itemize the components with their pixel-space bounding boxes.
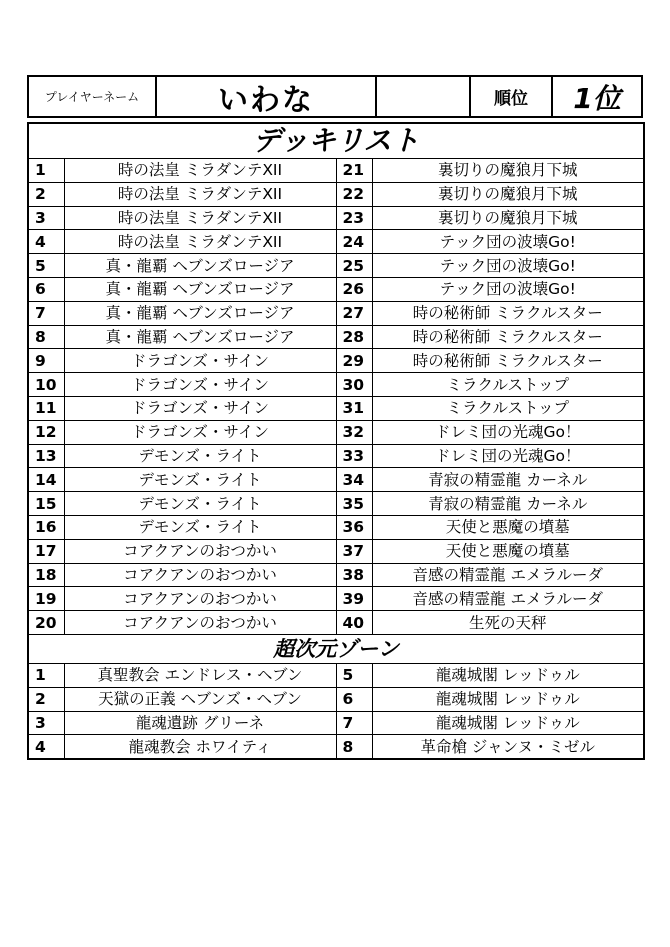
card-number: 2 [28, 687, 64, 711]
card-name: 革命槍 ジャンヌ・ミゼル [372, 735, 644, 759]
card-number: 32 [336, 420, 372, 444]
card-number: 8 [28, 325, 64, 349]
card-number: 16 [28, 515, 64, 539]
deck-row [28, 301, 644, 325]
card-number: 6 [28, 277, 64, 301]
card-name: 天使と悪魔の墳墓 [372, 515, 644, 539]
card-name: 龍魂城閣 レッドゥル [372, 687, 644, 711]
card-number: 18 [28, 563, 64, 587]
card-name: ドラゴンズ・サイン [64, 349, 336, 373]
card-number: 7 [28, 301, 64, 325]
card-number: 4 [28, 230, 64, 254]
card-name: ドラゴンズ・サイン [64, 420, 336, 444]
card-number: 26 [336, 277, 372, 301]
card-number: 11 [28, 396, 64, 420]
deck-row [28, 515, 644, 539]
card-number: 34 [336, 468, 372, 492]
card-name: 時の秘術師 ミラクルスター [372, 301, 644, 325]
card-name: テック団の波壊Go! [372, 277, 644, 301]
card-name: 時の秘術師 ミラクルスター [372, 325, 644, 349]
deck-row [28, 444, 644, 468]
player-name-value: いわな [157, 75, 377, 118]
card-name: 真聖教会 エンドレス・ヘブン [64, 663, 336, 687]
card-name: 時の法皇 ミラダンテXII [64, 182, 336, 206]
card-name: 龍魂城閣 レッドゥル [372, 663, 644, 687]
deck-row [28, 396, 644, 420]
card-name: デモンズ・ライト [64, 515, 336, 539]
card-name: 時の秘術師 ミラクルスター [372, 349, 644, 373]
card-number: 14 [28, 468, 64, 492]
card-number: 20 [28, 611, 64, 635]
card-name: 時の法皇 ミラダンテXII [64, 230, 336, 254]
card-number: 21 [336, 159, 372, 183]
card-number: 37 [336, 539, 372, 563]
card-number: 4 [28, 735, 64, 759]
deck-row [28, 230, 644, 254]
card-name: 生死の天秤 [372, 611, 644, 635]
card-name: コアクアンのおつかい [64, 611, 336, 635]
card-number: 13 [28, 444, 64, 468]
card-number: 5 [336, 663, 372, 687]
card-number: 27 [336, 301, 372, 325]
card-number: 35 [336, 492, 372, 516]
deck-row [28, 587, 644, 611]
header-spacer [377, 75, 469, 118]
card-name: ドレミ団の光魂Go！ [372, 444, 644, 468]
card-name: 龍魂遺跡 グリーネ [64, 711, 336, 735]
card-name: 龍魂城閣 レッドゥル [372, 711, 644, 735]
rank-label: 順位 [469, 75, 553, 118]
deck-row [28, 611, 644, 635]
hyperspatial-row [28, 687, 644, 711]
card-number: 40 [336, 611, 372, 635]
card-number: 2 [28, 182, 64, 206]
hyperspatial-zone-title: 超次元ゾーン [28, 634, 644, 663]
card-name: 青寂の精霊龍 カーネル [372, 492, 644, 516]
card-name: ミラクルストップ [372, 396, 644, 420]
card-name: 天獄の正義 ヘブンズ・ヘブン [64, 687, 336, 711]
deck-list-title: デッキリスト [28, 123, 644, 159]
card-number: 33 [336, 444, 372, 468]
card-number: 19 [28, 587, 64, 611]
deck-row [28, 325, 644, 349]
card-number: 8 [336, 735, 372, 759]
card-number: 23 [336, 206, 372, 230]
card-number: 30 [336, 373, 372, 397]
card-number: 1 [28, 663, 64, 687]
card-name: 時の法皇 ミラダンテXII [64, 206, 336, 230]
card-name: 真・龍覇 ヘブンズロージア [64, 301, 336, 325]
card-name: 天使と悪魔の墳墓 [372, 539, 644, 563]
card-number: 3 [28, 711, 64, 735]
deck-row [28, 539, 644, 563]
card-number: 24 [336, 230, 372, 254]
card-number: 5 [28, 254, 64, 278]
card-number: 31 [336, 396, 372, 420]
card-name: 真・龍覇 ヘブンズロージア [64, 254, 336, 278]
deck-row [28, 254, 644, 278]
deck-row [28, 492, 644, 516]
deck-row [28, 277, 644, 301]
card-name: 裏切りの魔狼月下城 [372, 206, 644, 230]
deck-row [28, 159, 644, 183]
card-name: テック団の波壊Go! [372, 230, 644, 254]
card-name: テック団の波壊Go! [372, 254, 644, 278]
card-number: 39 [336, 587, 372, 611]
card-name: デモンズ・ライト [64, 468, 336, 492]
card-name: 龍魂教会 ホワイティ [64, 735, 336, 759]
deck-sheet [27, 75, 643, 760]
card-name: ドラゴンズ・サイン [64, 373, 336, 397]
deck-row [28, 563, 644, 587]
rank-value: 1位 [553, 75, 643, 118]
card-name: コアクアンのおつかい [64, 587, 336, 611]
hyperspatial-row [28, 735, 644, 759]
card-number: 22 [336, 182, 372, 206]
card-name: 青寂の精霊龍 カーネル [372, 468, 644, 492]
card-name: ミラクルストップ [372, 373, 644, 397]
card-number: 38 [336, 563, 372, 587]
deck-row [28, 468, 644, 492]
card-name: コアクアンのおつかい [64, 563, 336, 587]
card-number: 28 [336, 325, 372, 349]
deck-row [28, 182, 644, 206]
card-number: 6 [336, 687, 372, 711]
deck-table [27, 122, 645, 760]
card-number: 29 [336, 349, 372, 373]
card-name: 時の法皇 ミラダンテXII [64, 159, 336, 183]
card-name: ドラゴンズ・サイン [64, 396, 336, 420]
hyperspatial-row [28, 711, 644, 735]
card-number: 36 [336, 515, 372, 539]
card-number: 15 [28, 492, 64, 516]
card-number: 17 [28, 539, 64, 563]
card-number: 9 [28, 349, 64, 373]
card-name: デモンズ・ライト [64, 492, 336, 516]
card-number: 1 [28, 159, 64, 183]
card-number: 12 [28, 420, 64, 444]
deck-row [28, 420, 644, 444]
card-name: 真・龍覇 ヘブンズロージア [64, 277, 336, 301]
player-name-label: プレイヤーネーム [27, 75, 157, 118]
card-number: 25 [336, 254, 372, 278]
deck-row [28, 349, 644, 373]
card-name: デモンズ・ライト [64, 444, 336, 468]
card-name: 音感の精霊龍 エメラルーダ [372, 587, 644, 611]
hyperspatial-row [28, 663, 644, 687]
card-number: 10 [28, 373, 64, 397]
deck-row [28, 373, 644, 397]
card-name: 裏切りの魔狼月下城 [372, 182, 644, 206]
card-number: 3 [28, 206, 64, 230]
card-name: コアクアンのおつかい [64, 539, 336, 563]
card-number: 7 [336, 711, 372, 735]
card-name: 真・龍覇 ヘブンズロージア [64, 325, 336, 349]
card-name: 裏切りの魔狼月下城 [372, 159, 644, 183]
deck-row [28, 206, 644, 230]
header-row [27, 75, 643, 118]
card-name: ドレミ団の光魂Go！ [372, 420, 644, 444]
card-name: 音感の精霊龍 エメラルーダ [372, 563, 644, 587]
